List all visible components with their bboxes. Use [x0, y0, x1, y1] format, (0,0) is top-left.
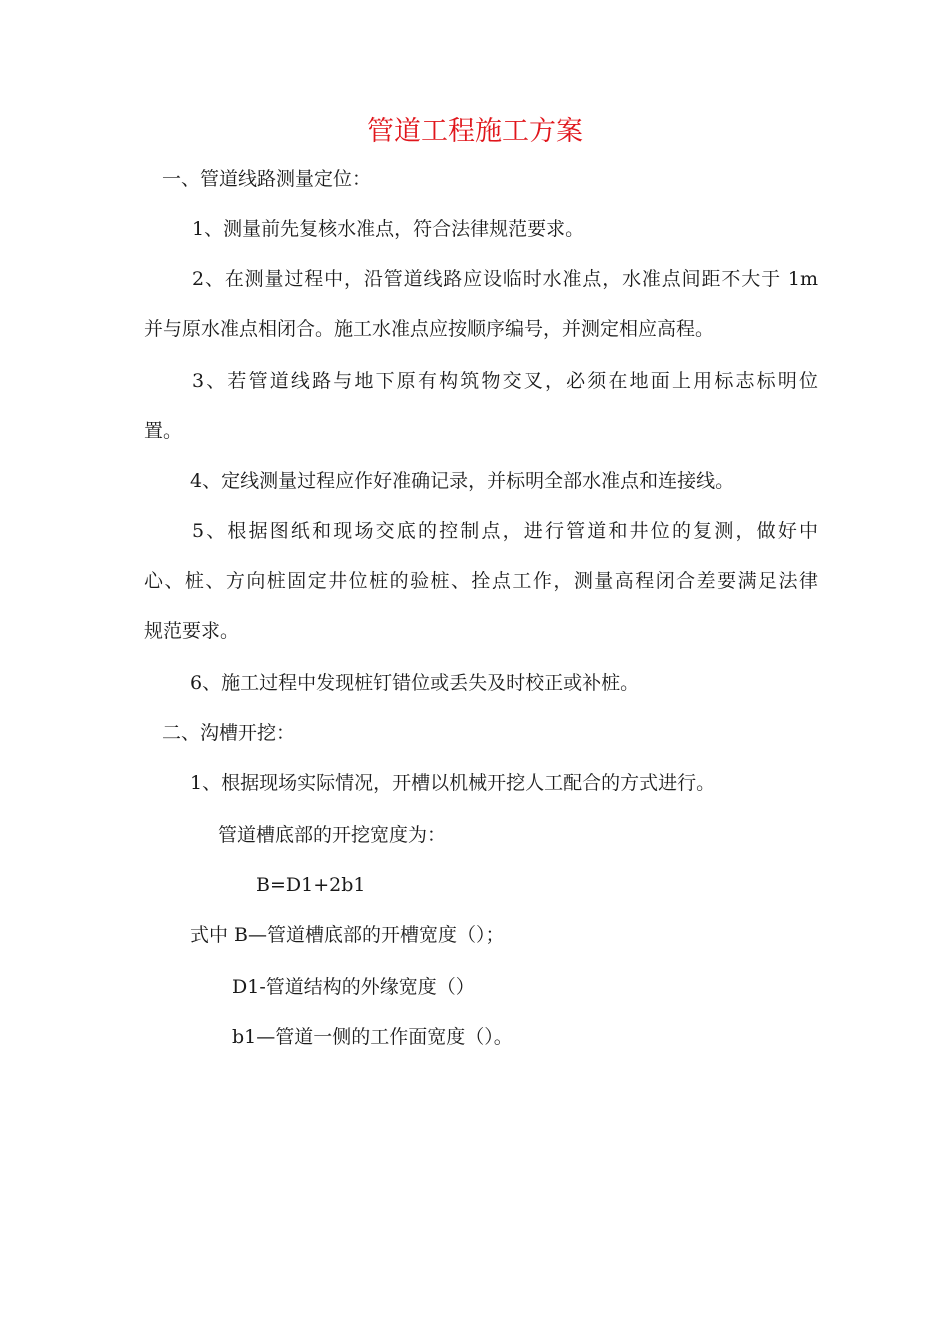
section-1-item-5-line-3: 规范要求。 [144, 620, 240, 642]
section-1-item-4: 4、定线测量过程应作好准确记录，并标明全部水准点和连接线。 [190, 470, 735, 492]
section-1-heading: 一、管道线路测量定位： [162, 168, 372, 190]
document-title: 管道工程施工方案 [367, 116, 583, 147]
formula-definition-d1: D1-管道结构的外缘宽度（） [232, 976, 475, 998]
trench-width-formula: B=D1+2b1 [256, 874, 366, 896]
section-1-item-5-line-1: 5、根据图纸和现场交底的控制点，进行管道和井位的复测，做好中 [192, 520, 818, 542]
section-2-item-1: 1、根据现场实际情况，开槽以机械开挖人工配合的方式进行。 [190, 772, 716, 794]
section-1-item-6: 6、施工过程中发现桩钉错位或丢失及时校正或补桩。 [190, 672, 640, 694]
section-2-heading: 二、沟槽开挖： [162, 722, 296, 744]
section-1-item-2-line-1: 2、在测量过程中，沿管道线路应设临时水准点，水准点间距不大于 1m [192, 268, 818, 290]
section-1-item-2-line-2: 并与原水准点相闭合。施工水准点应按顺序编号，并测定相应高程。 [144, 318, 715, 340]
formula-definition-b1: b1—管道一侧的工作面宽度（）。 [232, 1026, 513, 1048]
trench-width-intro: 管道槽底部的开挖宽度为： [218, 824, 447, 846]
section-1-item-3-line-2: 置。 [144, 420, 183, 442]
section-1-item-5-line-2: 心、桩、方向桩固定井位桩的验桩、拴点工作，测量高程闭合差要满足法律 [144, 570, 818, 592]
section-1-item-1: 1、测量前先复核水准点，符合法律规范要求。 [192, 218, 585, 240]
section-1-item-3-line-1: 3、若管道线路与地下原有构筑物交叉，必须在地面上用标志标明位 [192, 370, 818, 392]
formula-definition-b: 式中 B—管道槽底部的开槽宽度（）； [190, 924, 505, 946]
